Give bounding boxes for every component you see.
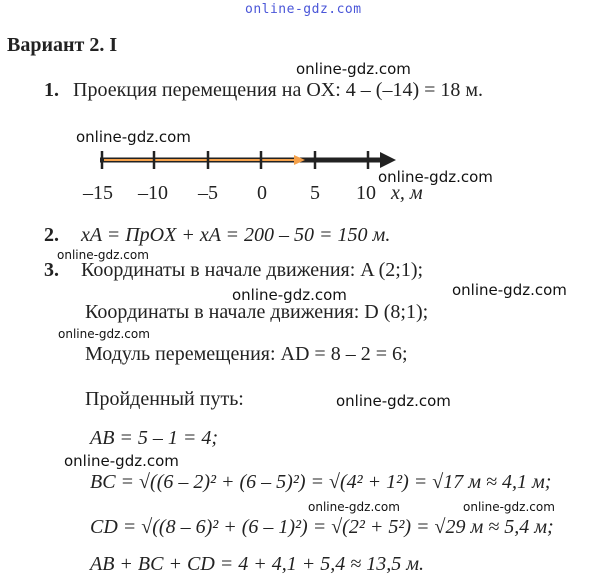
watermark: online-gdz.com: [58, 327, 150, 341]
problem-1: [44, 79, 483, 102]
problem-2: [44, 224, 390, 247]
number-axis: [90, 140, 400, 180]
tick-label: 5: [310, 182, 320, 204]
watermark-top: online-gdz.com: [245, 2, 362, 17]
page-title: Вариант 2. І: [7, 34, 118, 56]
tick-label: –5: [198, 182, 218, 204]
problem-3-line-2: Координаты в начале движения: D (8;1);: [85, 301, 429, 323]
problem-3-line-3: Модуль перемещения: AD = 8 – 2 = 6;: [85, 343, 408, 365]
path-sum: AB + BC + CD = 4 + 4,1 + 5,4 ≈ 13,5 м.: [90, 553, 424, 575]
watermark: online-gdz.com: [296, 60, 411, 78]
axis-label: x, м: [391, 182, 423, 204]
watermark: online-gdz.com: [76, 128, 191, 146]
watermark: online-gdz.com: [336, 392, 451, 410]
watermark: online-gdz.com: [57, 248, 149, 262]
problem-3: [44, 259, 423, 282]
tick-label: 10: [356, 182, 376, 204]
watermark: online-gdz.com: [64, 452, 179, 470]
segment-bc: BC = √((6 – 2)² + (6 – 5)²) = √(4² + 1²) = √17 м ≈ 4,1 м;: [90, 471, 552, 493]
segment-ab: AB = 5 – 1 = 4;: [90, 427, 219, 449]
tick-label: 0: [257, 182, 267, 204]
problem-2-formula: xA = ПрOX + xA = 200 – 50 = 150 м.: [81, 224, 391, 246]
segment-cd: CD = √((8 – 6)² + (6 – 1)²) = √(2² + 5²) = √29 м ≈ 5,4 м;: [90, 516, 554, 538]
problem-3-line-4: Пройденный путь:: [85, 388, 244, 410]
watermark: online-gdz.com: [378, 168, 493, 186]
watermark: online-gdz.com: [308, 500, 400, 514]
displacement-arrow: [294, 155, 305, 165]
problem-number: 1.: [44, 79, 59, 101]
watermark: online-gdz.com: [232, 286, 347, 304]
problem-3-line-1: Координаты в начале движения: A (2;1);: [81, 259, 424, 281]
axis-arrow: [380, 152, 396, 168]
tick-label: –15: [83, 182, 113, 204]
tick-label: –10: [138, 182, 168, 204]
problem-number: 2.: [44, 224, 59, 246]
problem-number: 3.: [44, 259, 59, 281]
watermark: online-gdz.com: [452, 281, 567, 299]
problem-1-text: Проекция перемещения на OX: 4 – (–14) = 18 м.: [73, 79, 484, 101]
watermark: online-gdz.com: [463, 500, 555, 514]
